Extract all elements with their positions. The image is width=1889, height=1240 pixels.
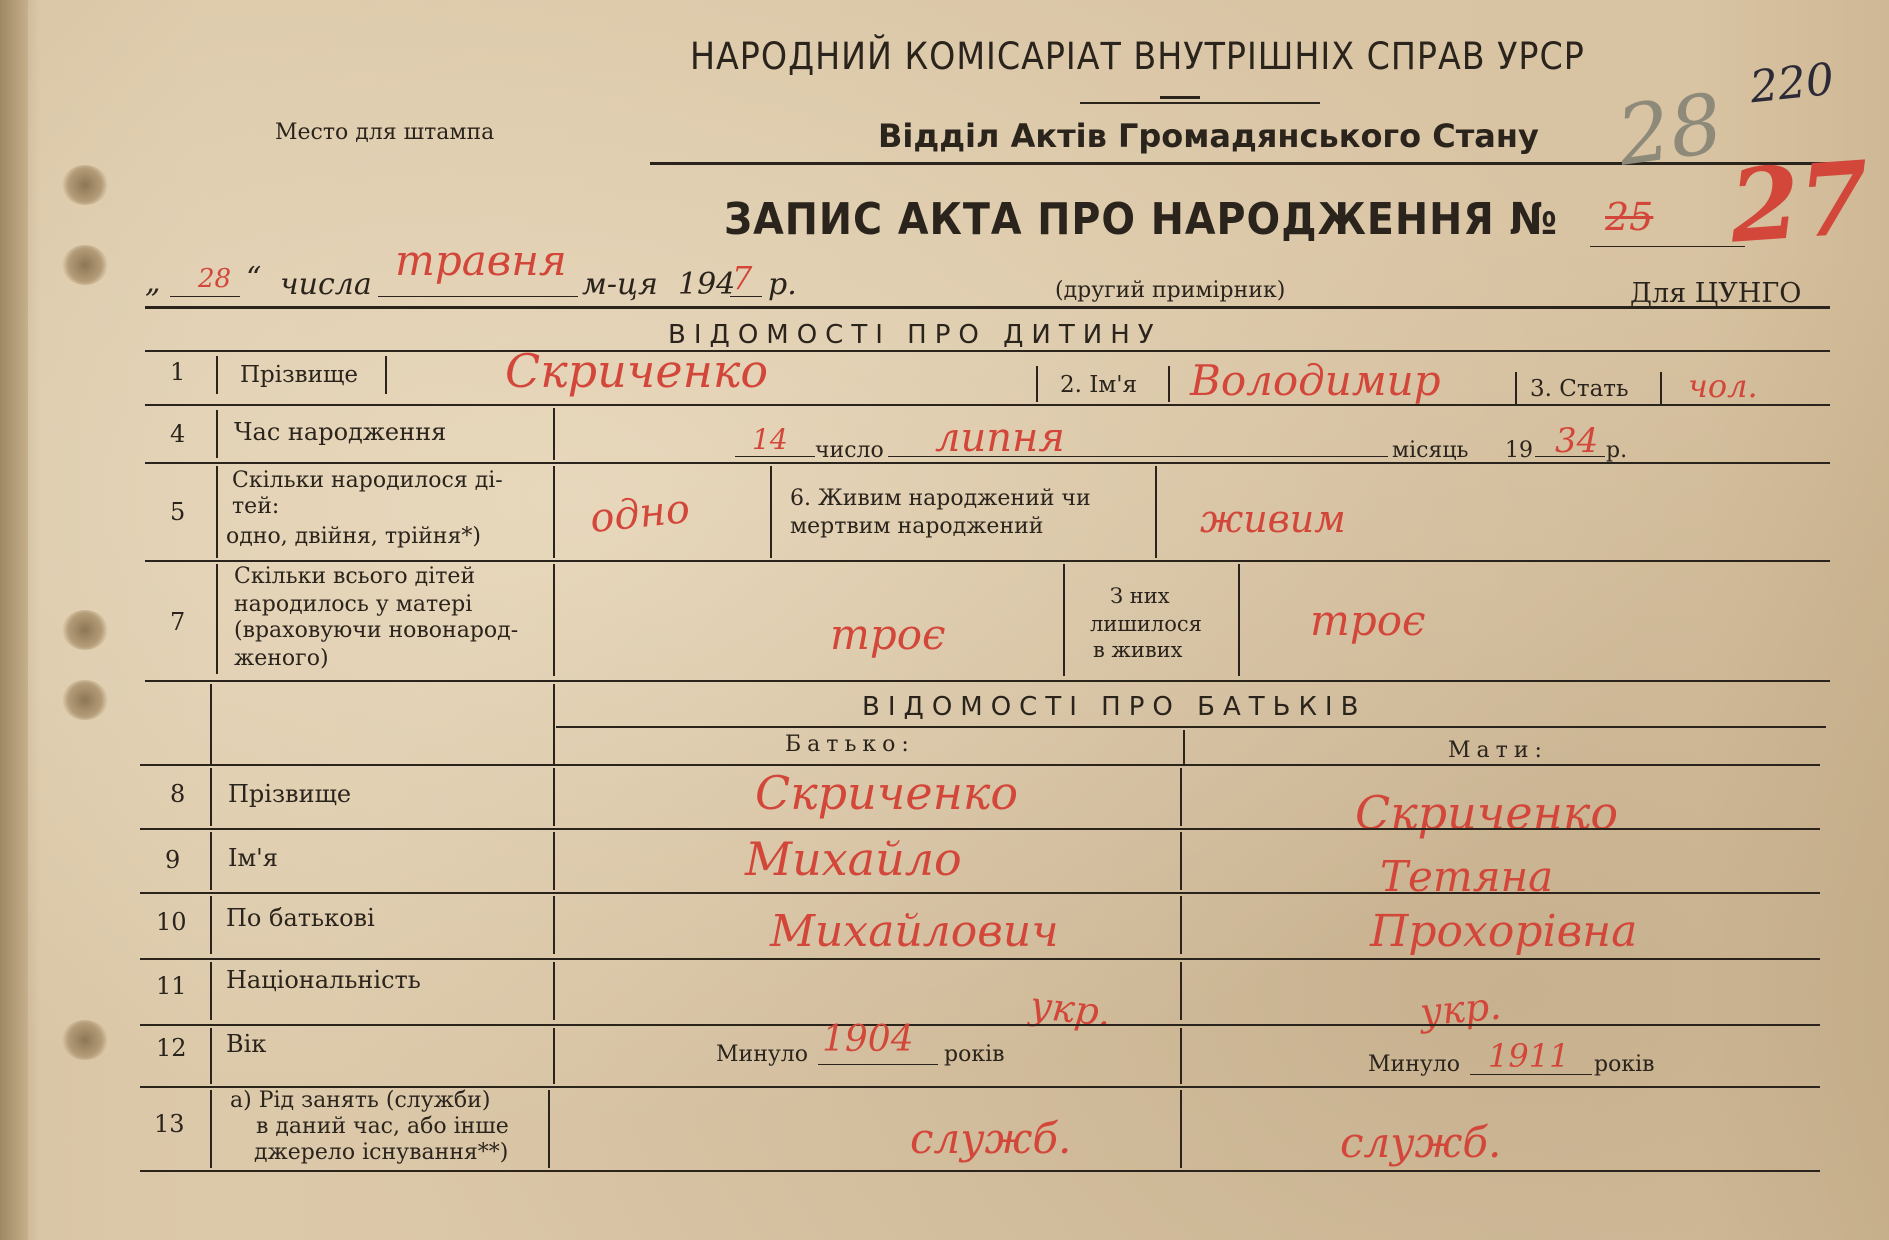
- cell-divider: [1180, 1028, 1182, 1084]
- cell-divider: [1238, 564, 1240, 676]
- mother-age-suffix: років: [1594, 1052, 1655, 1077]
- alive-born-question: 6. Живим народжений чи: [790, 486, 1091, 511]
- father-patronymic: Михайлович: [770, 906, 1059, 957]
- row-number: 11: [156, 972, 187, 1000]
- date-open-quote: „: [145, 265, 161, 300]
- cell-divider: [385, 356, 387, 394]
- cell-divider: [210, 1028, 212, 1084]
- cell-divider: [553, 962, 555, 1020]
- father-nationality: укр.: [1027, 982, 1114, 1036]
- row-number: 10: [156, 908, 187, 936]
- department-title: Відділ Актів Громадянського Стану: [878, 117, 1539, 155]
- father-age-line: [818, 1064, 938, 1065]
- row-number: 13: [154, 1110, 185, 1138]
- pencil-number: 28: [1611, 76, 1729, 185]
- date-day-word: числа: [280, 267, 372, 302]
- date-close-quote: “: [246, 261, 262, 296]
- total-children-value: троє: [830, 610, 946, 659]
- binding-hole: [62, 680, 108, 720]
- cell-divider: [553, 564, 555, 676]
- parents-section-title: ВІДОМОСТІ ПРО БАТЬКІВ: [862, 692, 1367, 722]
- birth-month-value: липня: [935, 415, 1065, 461]
- parent-name-label: Ім'я: [228, 844, 278, 872]
- row-number: 7: [170, 608, 186, 636]
- binding-hole: [62, 1020, 108, 1060]
- cell-divider: [216, 410, 218, 458]
- occupation-label: джерело існування**): [254, 1140, 509, 1165]
- mother-name: Тетяна: [1380, 852, 1554, 901]
- birth-month-word: місяць: [1392, 438, 1469, 463]
- birth-year-line: [1535, 456, 1605, 457]
- alive-born-value: живим: [1200, 497, 1346, 541]
- father-age-suffix: років: [944, 1042, 1005, 1067]
- row-number: 4: [170, 420, 186, 448]
- children-count-value: одно: [587, 485, 693, 543]
- row-rule: [140, 892, 1820, 894]
- alive-count-label: лишилося: [1090, 612, 1202, 636]
- cell-divider: [210, 768, 212, 826]
- cell-divider: [1168, 366, 1170, 402]
- nationality-label: Національність: [226, 966, 421, 994]
- cell-divider: [553, 768, 555, 826]
- mother-age-prefix: Минуло: [1368, 1052, 1461, 1077]
- total-children-label: Скільки всього дітей: [234, 564, 476, 589]
- cell-divider: [553, 896, 555, 954]
- row-rule: [145, 560, 1830, 562]
- birth-year-prefix: 19: [1505, 438, 1533, 463]
- total-children-label: женого): [234, 646, 329, 671]
- date-year-prefix: 194: [678, 267, 736, 302]
- cell-divider: [553, 684, 555, 764]
- cell-divider: [210, 1090, 212, 1168]
- date-month-suffix: м-ця: [582, 267, 658, 302]
- birth-year-suffix: р.: [1606, 438, 1628, 463]
- cell-divider: [210, 832, 212, 890]
- cell-divider: [210, 684, 212, 764]
- cell-divider: [770, 466, 772, 558]
- cell-divider: [210, 896, 212, 954]
- birth-day-word: число: [815, 438, 884, 463]
- cell-divider: [1180, 896, 1182, 954]
- birth-time-label: Час народження: [234, 418, 447, 446]
- row-rule: [140, 1024, 1820, 1026]
- child-surname-value: Скриченко: [505, 344, 769, 398]
- row-rule: [140, 828, 1820, 830]
- mother-surname: Скриченко: [1355, 786, 1619, 840]
- father-birth-year: 1904: [822, 1019, 914, 1060]
- date-year-digit: 7: [732, 259, 753, 297]
- header-divider: [1160, 96, 1200, 99]
- cell-divider: [1183, 730, 1185, 766]
- cell-divider: [1515, 372, 1517, 406]
- alive-born-question: мертвим народжений: [790, 514, 1044, 539]
- cell-divider: [553, 1028, 555, 1084]
- father-occupation: служб.: [910, 1114, 1072, 1163]
- binding-hole: [62, 165, 108, 205]
- date-month: травня: [395, 236, 567, 285]
- child-section-title: ВІДОМОСТІ ПРО ДИТИНУ: [668, 320, 1162, 350]
- date-day-line: [170, 296, 240, 297]
- occupation-label: в даний час, або інше: [256, 1114, 509, 1139]
- total-children-label: народилось у матері: [234, 592, 473, 617]
- cell-divider: [216, 564, 218, 674]
- row-number: 8: [170, 780, 186, 808]
- alive-count-label: в живих: [1093, 638, 1183, 662]
- row-number: 5: [170, 498, 186, 526]
- cell-divider: [216, 466, 218, 558]
- mother-nationality: укр.: [1418, 983, 1503, 1035]
- paper-left-edge: [0, 0, 28, 1240]
- row-number: 9: [165, 846, 181, 874]
- section-rule: [145, 306, 1830, 309]
- row-rule: [145, 680, 1830, 682]
- father-name: Михайло: [745, 832, 962, 886]
- binding-hole: [62, 610, 108, 650]
- stamp-place-label: Место для штампа: [275, 120, 495, 145]
- child-surname-label: Прізвище: [240, 362, 358, 388]
- parent-patronymic-label: По батькові: [226, 904, 375, 932]
- date-day: 28: [198, 264, 232, 294]
- cell-divider: [1036, 366, 1038, 402]
- cell-divider: [553, 466, 555, 558]
- agency-title: НАРОДНИЙ КОМІСАРІАТ ВНУТРІШНІХ СПРАВ УРСР: [690, 35, 1585, 78]
- children-count-label: Скільки народилося ді-: [232, 468, 503, 493]
- row-number: 1: [170, 358, 186, 386]
- mother-age-line: [1470, 1074, 1592, 1075]
- birth-year-value: 34: [1555, 421, 1599, 461]
- age-label: Вік: [226, 1030, 267, 1058]
- cell-divider: [1063, 564, 1065, 676]
- birth-day-value: 14: [752, 423, 788, 456]
- cell-divider: [548, 1090, 550, 1168]
- cell-divider: [1155, 466, 1157, 558]
- parent-surname-label: Прізвище: [228, 780, 352, 808]
- row-rule: [556, 726, 1826, 728]
- cell-divider: [1660, 372, 1662, 406]
- father-age-prefix: Минуло: [716, 1042, 809, 1067]
- child-name-label: 2. Ім'я: [1060, 372, 1138, 398]
- record-title: ЗАПИС АКТА ПРО НАРОДЖЕННЯ №: [724, 194, 1559, 245]
- date-year-suffix: р.: [768, 267, 797, 302]
- row-rule: [145, 404, 1830, 406]
- row-rule: [145, 462, 1830, 464]
- child-name-value: Володимир: [1190, 356, 1441, 405]
- cell-divider: [210, 962, 212, 1020]
- for-office-label: Для ЦУНГО: [1630, 278, 1802, 309]
- cell-divider: [1180, 832, 1182, 890]
- father-surname: Скриченко: [755, 766, 1019, 820]
- father-header: Батько:: [785, 732, 915, 757]
- cell-divider: [216, 356, 218, 394]
- archive-number: 220: [1747, 53, 1837, 114]
- copy-note: (другий примірник): [1055, 278, 1286, 303]
- children-count-label: тей:: [232, 494, 280, 519]
- cell-divider: [553, 832, 555, 890]
- date-month-line: [378, 296, 578, 297]
- binding-hole: [62, 245, 108, 285]
- header-divider: [1080, 102, 1320, 104]
- row-number: 12: [156, 1034, 187, 1062]
- row-rule: [145, 350, 1830, 352]
- record-number-struck: 25: [1605, 195, 1654, 239]
- record-number: 27: [1726, 138, 1874, 266]
- mother-birth-year: 1911: [1488, 1037, 1570, 1075]
- birth-day-line: [735, 456, 815, 457]
- alive-count-label: З них: [1110, 584, 1170, 608]
- record-number-line: [1590, 246, 1745, 247]
- mother-header: Мати:: [1448, 738, 1548, 763]
- total-children-label: (враховуючи новонарод-: [234, 618, 519, 643]
- mother-patronymic: Прохорівна: [1370, 906, 1638, 957]
- row-rule: [140, 1170, 1820, 1172]
- child-sex-label: 3. Стать: [1530, 376, 1629, 402]
- children-count-label: одно, двійня, трійня*): [226, 524, 481, 549]
- alive-count-value: троє: [1310, 596, 1426, 645]
- date-year-line: [730, 296, 762, 297]
- occupation-label: а) Рід занять (служби): [230, 1088, 491, 1113]
- cell-divider: [1180, 1090, 1182, 1168]
- cell-divider: [1180, 768, 1182, 826]
- row-rule: [140, 958, 1820, 960]
- cell-divider: [553, 408, 555, 460]
- mother-occupation: служб.: [1340, 1118, 1502, 1167]
- cell-divider: [1180, 962, 1182, 1020]
- child-sex-value: чол.: [1688, 367, 1758, 405]
